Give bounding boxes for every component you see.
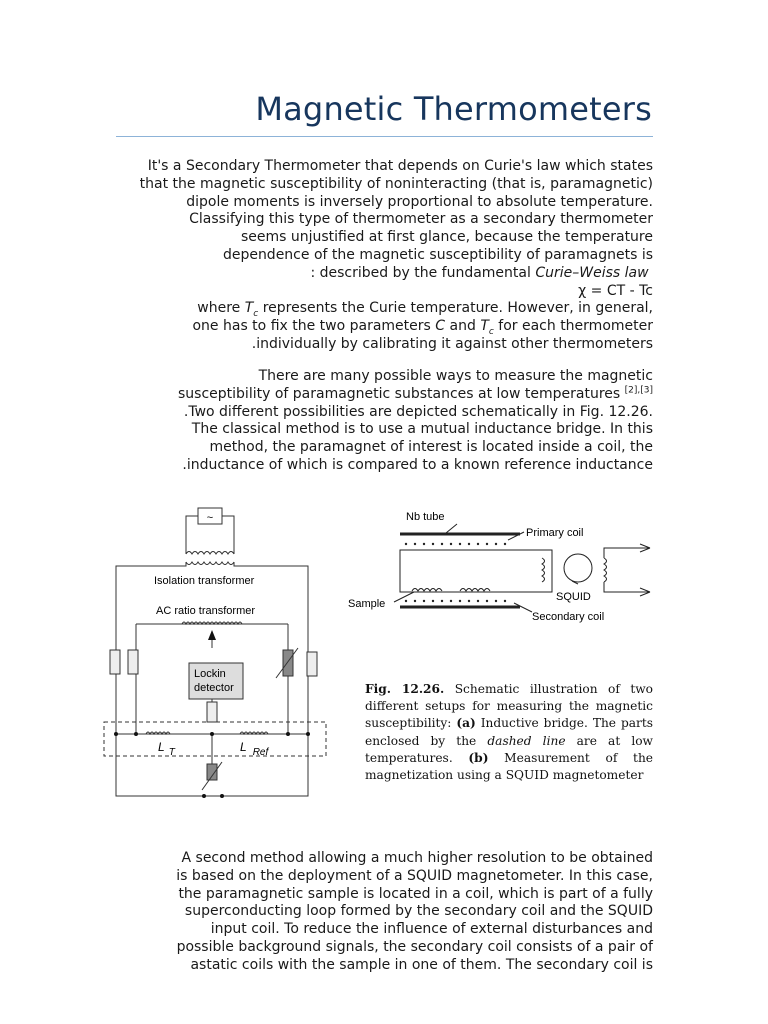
caption-text: Measurement of the magnetization using a SQUID magnetometer — [365, 750, 654, 783]
text-line: method, the paramagnet of interest is located inside a coil, the — [209, 439, 653, 456]
sample-label: Sample — [348, 598, 386, 610]
text-line: possible background signals, the secondary coil consists of a pair of — [176, 938, 653, 955]
caption-text: Inductive bridge. The parts enclosed by the — [365, 716, 653, 748]
text-run: and — [445, 318, 481, 335]
text-line: A second method allowing a much higher resolution to be obtained — [181, 850, 653, 866]
paragraph-measurement-methods — [100, 368, 653, 475]
symbol-t: T — [480, 318, 489, 335]
sample-coil — [412, 589, 442, 592]
formula-line: χ = CT - Tc — [578, 282, 653, 299]
text-line: superconducting loop formed by the secondary coil and the SQUID — [184, 903, 653, 920]
title-rule — [116, 136, 653, 137]
text-line: It's a Secondary Thermometer that depends on Curie's law which states — [147, 158, 653, 174]
text-line: seems unjustified at first glance, because the temperature — [240, 229, 653, 246]
text-line: .Two different possibilities are depicted schematically in Fig. 12.26. — [183, 403, 653, 420]
text-line: input coil. To reduce the influence of external disturbances and — [210, 921, 653, 938]
isolation-secondary-coil — [186, 562, 234, 565]
ac-source-symbol: ~ — [206, 512, 214, 524]
squid-setup-diagram — [342, 500, 662, 630]
lt-label: L $_T$ — [158, 740, 175, 758]
secondary-coil-label: Secondary coil — [532, 611, 605, 623]
text-line: the paramagnetic sample is located in a coil, which is part of a fully — [178, 885, 653, 902]
caption-part-a: (a) — [456, 716, 476, 731]
text-line: astatic coils with the sample in one of them. The secondary coil is — [190, 956, 653, 973]
primary-coil-label: Primary coil — [526, 527, 584, 539]
page-title: Magnetic Thermometers — [255, 90, 652, 128]
nb-tube-label: Nb tube — [406, 511, 445, 523]
text-line: Classifying this type of thermometer as a secondary thermometer — [189, 211, 653, 228]
curie-weiss-law-term: Curie–Weiss law — [535, 264, 649, 281]
text-line: There are many possible ways to measure the magnetic — [258, 368, 653, 384]
lref-label: L $_{Ref}$ — [240, 740, 269, 758]
text-line: that the magnetic susceptibility of noninteracting (that is, paramagnetic) — [139, 175, 653, 192]
detector-label: detector — [194, 682, 234, 694]
inductive-bridge-diagram — [98, 500, 338, 810]
text-run: susceptibility of paramagnetic substances at low temperatures — [178, 385, 625, 402]
text-run: one has to fix the two parameters — [192, 318, 436, 335]
text-run: represents the Curie temperature. However, in general, — [258, 300, 653, 317]
symbol-subscript: c — [488, 326, 494, 337]
squid-ring — [564, 554, 592, 582]
text-run: : described by the fundamental — [310, 264, 536, 281]
text-line: dipole moments is inversely proportional to absolute temperature. — [186, 193, 653, 210]
text-line — [100, 300, 653, 318]
text-line: dependence of the magnetic susceptibility of paramagnets is — [222, 246, 653, 263]
isolation-transformer-label: Isolation transformer — [154, 575, 255, 587]
caption-text: Schematic illustration of two different setups for measuring the magnetic susceptibility: — [365, 682, 653, 731]
paragraph-curie-law — [100, 158, 653, 354]
text-line: .individually by calibrating it against other thermometers — [251, 335, 653, 352]
figure-caption — [365, 681, 653, 784]
lockin-label: Lockin — [194, 668, 226, 680]
paragraph-squid-method — [100, 850, 653, 975]
ac-ratio-transformer-label: AC ratio transformer — [156, 605, 256, 617]
compensation-coil — [460, 589, 490, 592]
text-run: for each thermometer — [493, 318, 653, 335]
text-line — [100, 318, 653, 336]
text-line — [100, 265, 653, 283]
text-line: .inductance of which is compared to a known reference inductance — [182, 456, 653, 473]
input-coil — [542, 558, 545, 582]
caption-dashed-term: dashed line — [487, 733, 566, 748]
caption-part-b: (b) — [468, 750, 489, 765]
text-run: where — [197, 300, 245, 317]
text-line: is based on the deployment of a SQUID magnetometer. In this case, — [176, 867, 653, 884]
figure-number: Fig. 12.26. — [365, 682, 445, 696]
citation-link[interactable]: [2],[3] — [624, 385, 653, 396]
coil-lt — [146, 732, 170, 734]
symbol-t: T — [244, 300, 254, 317]
symbol-c: C — [435, 318, 446, 335]
isolation-primary-coil — [186, 552, 234, 555]
symbol-subscript: c — [253, 309, 259, 320]
text-line — [100, 386, 653, 404]
squid-label: SQUID — [556, 591, 591, 603]
text-line: The classical method is to use a mutual inductance bridge. In this — [191, 421, 653, 438]
caption-text: are at low temperatures. — [365, 733, 653, 765]
